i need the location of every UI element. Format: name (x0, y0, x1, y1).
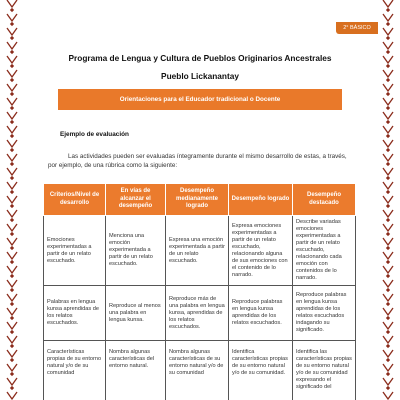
border-chevron (7, 350, 17, 357)
border-diamond (386, 288, 390, 292)
border-diamond (386, 148, 390, 152)
border-diamond (10, 64, 14, 68)
border-diamond (10, 316, 14, 320)
border-chevron (7, 154, 17, 161)
border-chevron (383, 168, 393, 175)
border-chevron (7, 280, 17, 287)
border-chevron (7, 364, 17, 371)
border-chevron (7, 378, 17, 385)
border-chevron (7, 182, 17, 189)
border-pattern-left (6, 0, 18, 400)
border-chevron (7, 238, 17, 245)
border-diamond (10, 148, 14, 152)
border-diamond (386, 106, 390, 110)
section-heading: Ejemplo de evaluación (60, 131, 129, 138)
border-diamond (10, 372, 14, 376)
table-cell: Nombra algunas características del entorno natural. (106, 341, 166, 400)
border-chevron (7, 42, 17, 49)
border-chevron (383, 42, 393, 49)
border-diamond (386, 190, 390, 194)
border-chevron (7, 84, 17, 91)
table-cell: Reproduce más de una palabra en lengua kunsa, aprendidas de los relatos escuchados. (166, 286, 229, 341)
border-diamond (386, 372, 390, 376)
border-diamond (386, 92, 390, 96)
border-chevron (383, 308, 393, 315)
border-diamond (386, 50, 390, 54)
border-chevron (383, 336, 393, 343)
border-diamond (10, 358, 14, 362)
border-chevron (7, 336, 17, 343)
border-diamond (10, 176, 14, 180)
border-diamond (10, 274, 14, 278)
border-diamond (10, 92, 14, 96)
border-diamond (386, 218, 390, 222)
border-diamond (10, 246, 14, 250)
border-diamond (10, 106, 14, 110)
border-chevron (383, 238, 393, 245)
border-chevron (7, 70, 17, 77)
border-diamond (386, 316, 390, 320)
table-cell: Identifica las características propias de su entorno natural y/o de su comunidad expresando el significado del (293, 341, 356, 400)
table-cell: Palabras en lengua kunsa aprendidas de los relatos escuchados. (44, 286, 106, 341)
border-chevron (7, 210, 17, 217)
table-cell: Reproduce palabras en lengua kunsa aprendidas de los relatos escuchados indagando su significado. (293, 286, 356, 341)
border-diamond (10, 204, 14, 208)
border-chevron (7, 392, 17, 399)
border-chevron (383, 112, 393, 119)
border-diamond (10, 22, 14, 26)
border-chevron (7, 112, 17, 119)
border-chevron (7, 56, 17, 63)
border-chevron (7, 308, 17, 315)
border-diamond (386, 260, 390, 264)
border-chevron (383, 252, 393, 259)
border-diamond (386, 330, 390, 334)
border-diamond (10, 386, 14, 390)
border-diamond (10, 218, 14, 222)
section-banner: Orientaciones para el Educador tradicional o Docente (58, 89, 342, 110)
table-cell: Características propias de su entorno natural y/o de su comunidad (44, 341, 106, 400)
table-row (44, 341, 356, 400)
border-chevron (383, 378, 393, 385)
border-chevron (7, 294, 17, 301)
decorative-border-left (6, 0, 18, 400)
border-chevron (7, 28, 17, 35)
table-cell: Describe variadas emociones experimentadas a partir de un relato escuchado, relacionando cada emoción con contenidos de lo narrado. (293, 216, 356, 286)
border-diamond (386, 64, 390, 68)
border-diamond (386, 302, 390, 306)
decorative-border-right (382, 0, 394, 400)
border-chevron (383, 364, 393, 371)
border-chevron (7, 168, 17, 175)
border-diamond (386, 134, 390, 138)
document-title: Programa de Lengua y Cultura de Pueblos Originarios Ancestrales (68, 53, 332, 63)
border-diamond (386, 386, 390, 390)
border-chevron (383, 322, 393, 329)
border-diamond (10, 330, 14, 334)
border-chevron (7, 126, 17, 133)
border-diamond (386, 204, 390, 208)
border-chevron (383, 98, 393, 105)
evaluation-rubric-table (43, 183, 356, 400)
border-diamond (386, 246, 390, 250)
border-diamond (10, 78, 14, 82)
border-chevron (383, 294, 393, 301)
border-diamond (386, 162, 390, 166)
border-diamond (10, 344, 14, 348)
border-pattern-right (382, 0, 394, 400)
border-chevron (7, 14, 17, 21)
border-diamond (386, 274, 390, 278)
table-row (44, 216, 356, 286)
table-cell: Expresa emociones experimentadas a partir de un relato escuchado, relacionando alguna de sus emociones con el contenido de lo narrado. (229, 216, 293, 286)
border-diamond (386, 120, 390, 124)
rubric-header-row (44, 184, 356, 216)
table-cell: Emociones experimentadas a partir de un relato escuchado. (44, 216, 106, 286)
border-chevron (383, 350, 393, 357)
border-diamond (10, 134, 14, 138)
border-diamond (386, 8, 390, 12)
table-cell: Reproduce palabras en lengua kunsa aprendidas de los relatos escuchados. (229, 286, 293, 341)
border-chevron (7, 196, 17, 203)
rubric-header-cell: En vías de alcanzar el desempeño (106, 184, 166, 216)
border-chevron (383, 70, 393, 77)
intro-paragraph: Las actividades pueden ser evaluadas íntegramente durante el mismo desarrollo de estas, a través, por ejemplo, de una rúbrica como la siguiente: (48, 153, 347, 169)
border-diamond (386, 176, 390, 180)
border-chevron (7, 98, 17, 105)
border-chevron (383, 280, 393, 287)
table-cell: Nombra algunas características de su entorno natural y/o de su comunidad (166, 341, 229, 400)
border-chevron (7, 0, 17, 7)
table-cell: Reproduce al menos una palabra en lengua kunsa. (106, 286, 166, 341)
border-chevron (383, 126, 393, 133)
border-diamond (386, 22, 390, 26)
border-chevron (383, 14, 393, 21)
border-diamond (10, 190, 14, 194)
table-cell: Identifica características propias de su entorno natural y/o de su comunidad. (229, 341, 293, 400)
border-chevron (7, 266, 17, 273)
table-row (44, 286, 356, 341)
table-cell: Menciona una emoción experimentada a partir de un relato escuchado. (106, 216, 166, 286)
table-cell: Expresa una emoción experimentada a partir de un relato escuchado. (166, 216, 229, 286)
rubric-header-cell: Criterios/Nivel de desarrollo (44, 184, 106, 216)
border-diamond (10, 8, 14, 12)
border-chevron (383, 392, 393, 399)
document-subtitle: Pueblo Lickanantay (161, 71, 239, 81)
border-chevron (383, 182, 393, 189)
rubric-header-cell: Desempeño logrado (229, 184, 293, 216)
border-chevron (383, 56, 393, 63)
border-chevron (383, 266, 393, 273)
border-diamond (10, 120, 14, 124)
border-chevron (383, 154, 393, 161)
border-chevron (383, 196, 393, 203)
border-chevron (7, 224, 17, 231)
border-diamond (10, 36, 14, 40)
border-diamond (10, 302, 14, 306)
border-diamond (386, 232, 390, 236)
border-diamond (10, 260, 14, 264)
border-diamond (10, 50, 14, 54)
border-diamond (10, 232, 14, 236)
border-chevron (383, 140, 393, 147)
grade-unit-tab: 2° BÁSICO Unidad 1 (336, 22, 378, 34)
border-chevron (383, 210, 393, 217)
border-chevron (383, 84, 393, 91)
border-diamond (10, 162, 14, 166)
border-diamond (386, 36, 390, 40)
border-diamond (386, 344, 390, 348)
border-chevron (7, 322, 17, 329)
border-diamond (386, 78, 390, 82)
border-chevron (383, 0, 393, 7)
rubric-header-cell: Desempeño medianamente logrado (166, 184, 229, 216)
rubric-header-cell: Desempeño destacado (293, 184, 356, 216)
border-chevron (7, 140, 17, 147)
border-diamond (386, 358, 390, 362)
border-chevron (383, 28, 393, 35)
border-diamond (10, 288, 14, 292)
border-chevron (7, 252, 17, 259)
border-chevron (383, 224, 393, 231)
